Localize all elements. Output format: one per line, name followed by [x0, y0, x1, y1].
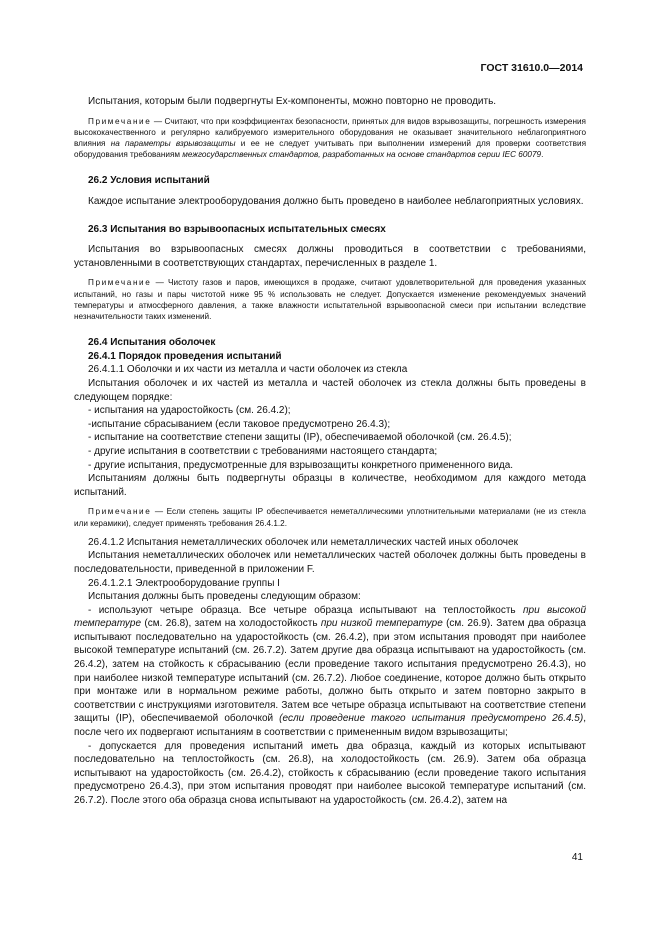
- list-item: - испытания на ударостойкость (см. 26.4.2);: [88, 405, 291, 417]
- page-number: 41: [571, 852, 583, 863]
- list-item: - используют четыре образца. Все четыре образца испытывают на теплостойкость при высокой температуре (см. 26.8), затем на холодостойкость при низкой температуре (см. 26.9). Затем два образца испытывают последовательно на ударостойкость (см. 26.4.2), при этом испытания проводят при наиболее высокой температуре испытаний (см. 26.7.2). Затем другие два образца испытывают на ударостойкость (см. 26.4.2), затем на стойкость к сбрасыванию (если проведение такого испытания предусмотрено 26.4.3), но при наиболее низкой температуре испытаний (см. 26.7.2). Любое соединение, которое должно быть открыто при монтаже или в нормальном режиме работы, должно быть открыто и затем повторно закрыто в соответствии с инструкциями изготовителя. Затем все четыре образца испытывают на соответствие степени защиты (IP), обеспечиваемой оболочкой (если проведение такого испытания предусмотрено 26.4.5), после чего их подвергают испытаниям в соответствии с примененным видом взрывозащиты;: [74, 604, 587, 739]
- paragraph: Испытания, которым были подвергнуты Ex-компоненты, можно повторно не проводить.: [88, 96, 497, 107]
- paragraph: 26.4.1.2 Испытания неметаллических оболочек или неметаллических частей иных оболочек: [88, 536, 518, 548]
- paragraph: Испытания во взрывоопасных смесях должны проводиться в соответствии с требованиями, установленными в соответствующих стандартах, перечисленных в разделе 1.: [74, 244, 586, 269]
- paragraph: Испытания оболочек и их частей из металла и частей оболочек из стекла должны быть проведены в следующем порядке:: [74, 377, 586, 403]
- section-heading: 26.4 Испытания оболочек: [88, 337, 216, 349]
- note-label: Примечание: [88, 278, 152, 288]
- paragraph: Испытания должны быть проведены следующим образом:: [88, 591, 361, 603]
- note-label: Примечание: [88, 507, 152, 517]
- paragraph: 26.4.1.1 Оболочки и их части из металла и части оболочек из стекла: [88, 364, 408, 376]
- note: Примечание — Чистоту газов и паров, имеющихся в продаже, считают удовлетворительной для проведения указанных испытаний, но газы и пары чистотой ниже 95 % использовать не следует. Допускается изменение рекомендуемых значений температуры и атмосферного давления, а также влажности испытательной взрывоопасной смеси при испытании вследствие незначительности таких изменений.: [74, 278, 586, 321]
- paragraph: Каждое испытание электрооборудования должно быть проведено в наиболее неблагоприятных условиях.: [88, 196, 584, 207]
- list-item: - другие испытания в соответствии с требованиями настоящего стандарта;: [88, 445, 438, 457]
- subsection-heading: 26.4.1 Порядок проведения испытаний: [88, 350, 282, 362]
- document-code: ГОСТ 31610.0—2014: [480, 62, 583, 74]
- list-item: -испытание сбрасыванием (если таковое предусмотрено 26.4.3);: [88, 418, 391, 430]
- list-item: - испытание на соответствие степени защиты (IP), обеспечиваемой оболочкой (см. 26.4.5);: [88, 432, 512, 444]
- paragraph: Испытания неметаллических оболочек или неметаллических частей оболочек должны быть проведены в последовательности, приведенной в приложении F.: [74, 550, 586, 575]
- note: Примечание — Если степень защиты IP обеспечивается неметаллическими уплотнительными материалами (не из стекла или керамики), следует применять требования 26.4.1.2.: [74, 507, 586, 528]
- section-heading: 26.2 Условия испытаний: [88, 175, 210, 187]
- note-label: Примечание: [88, 116, 152, 126]
- paragraph: 26.4.1.2.1 Электрооборудование группы I: [88, 577, 280, 589]
- list-item: - другие испытания, предусмотренные для взрывозащиты конкретного примененного вида.: [88, 459, 514, 471]
- note: Примечание — Считают, что при коэффициентах безопасности, принятых для видов взрывозащиты, погрешность измерения высококачественного и регулярно калибруемого измерительного оборудования не оказывает значительного неблагоприятного влияния на параметры взрывозащиты и ее не следует учитывать при выполнении измерений для проверки соответствия оборудования требованиям межгосударственных стандартов, разработанных на основе стандартов серии IEC 60079.: [74, 116, 587, 160]
- section-heading: 26.3 Испытания во взрывоопасных испытательных смесях: [88, 223, 386, 235]
- page-content: [74, 95, 586, 808]
- paragraph: Испытаниям должны быть подвергнуты образцы в количестве, необходимом для каждого метода испытаний.: [74, 473, 586, 498]
- list-item: - допускается для проведения испытаний иметь два образца, каждый из которых испытывают последовательно на теплостойкость (см. 26.8), на холодостойкость (см. 26.9). Затем оба образца испытывают на ударостойкость (см. 26.4.2), стойкость к сбрасыванию (если проведение такого испытания предусмотрено 26.4.3), при этом испытания проводят при наиболее высокой температуре испытаний (см. 26.7.2). После этого оба образца снова испытывают на ударостойкость (см. 26.4.2), затем на: [74, 740, 586, 806]
